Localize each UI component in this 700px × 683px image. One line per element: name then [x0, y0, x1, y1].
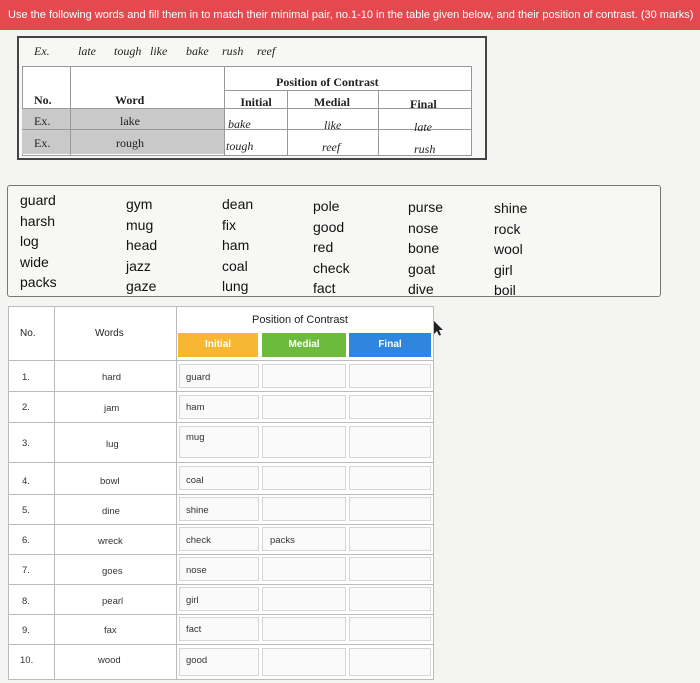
bank-word: good [313, 218, 345, 235]
example-row-initial: bake [228, 117, 251, 131]
bank-word: fact [313, 280, 336, 296]
row-number: 8. [22, 596, 30, 607]
initial-answer[interactable]: shine [186, 505, 209, 516]
header-initial: Initial [178, 333, 258, 357]
bank-word: gaze [126, 278, 157, 294]
row-word: lug [106, 439, 119, 450]
row-word: wood [98, 655, 121, 666]
medial-answer[interactable]: packs [270, 535, 295, 546]
word-bank-column [408, 197, 443, 300]
bank-word: mug [126, 216, 154, 233]
position-title: Position of Contrast [252, 314, 348, 326]
bank-word: girl [494, 261, 513, 278]
row-word: dine [102, 506, 120, 517]
example-word: late [78, 44, 96, 58]
initial-answer[interactable]: ham [186, 402, 205, 413]
row-number: 3. [22, 438, 30, 449]
example-word: reef [257, 44, 276, 58]
bank-word: jazz [126, 257, 151, 274]
example-row-no: Ex. [34, 136, 51, 150]
bank-word: rock [494, 220, 521, 237]
example-row-word: lake [120, 114, 140, 128]
word-bank [7, 185, 661, 297]
example-word: rush [222, 44, 244, 58]
bank-word: bone [408, 240, 440, 256]
row-number: 6. [22, 535, 30, 546]
bank-word: dive [408, 281, 434, 297]
example-word: bake [186, 44, 209, 58]
header-no: No. [20, 328, 36, 339]
example-row-final: rush [414, 142, 436, 156]
example-header-final: Final [410, 97, 437, 111]
row-number: 4. [22, 476, 30, 487]
example-word: tough [114, 44, 142, 58]
example-row-no: Ex. [34, 114, 51, 128]
initial-answer[interactable]: coal [186, 475, 204, 486]
initial-answer[interactable]: girl [186, 595, 199, 606]
bank-word: head [126, 237, 158, 253]
initial-answer[interactable]: fact [186, 624, 202, 635]
bank-word: goat [408, 260, 436, 277]
bank-word: coal [222, 257, 248, 274]
bank-word: red [313, 239, 334, 255]
bank-word: pole [313, 198, 340, 214]
row-number: 5. [22, 505, 30, 516]
bank-word: nose [408, 219, 439, 236]
word-bank-column [126, 194, 157, 297]
bank-word: log [20, 233, 39, 249]
initial-answer[interactable]: guard [186, 372, 211, 383]
header-final: Final [349, 333, 431, 357]
example-row-final: late [414, 120, 432, 134]
bank-word: dean [222, 196, 254, 212]
word-bank-column [494, 198, 527, 301]
word-bank-column [222, 194, 253, 297]
row-number: 1. [22, 372, 30, 383]
example-row-medial: like [324, 118, 342, 132]
word-bank-column [20, 190, 57, 293]
bank-word: wide [20, 253, 49, 270]
example-header-medial: Medial [314, 95, 350, 109]
bank-word: gym [126, 196, 153, 212]
initial-answer[interactable]: mug [186, 432, 205, 443]
example-label: Ex. [34, 44, 50, 58]
bank-word: boil [494, 282, 516, 298]
bank-word: purse [408, 199, 444, 215]
bank-word: shine [494, 200, 528, 216]
example-row-word: rough [116, 136, 144, 150]
row-word: jam [104, 403, 120, 414]
example-word: like [150, 44, 168, 58]
example-position-title: Position of Contrast [276, 75, 379, 89]
bank-word: packs [20, 274, 57, 290]
initial-answer[interactable]: check [186, 535, 211, 546]
row-word: fax [104, 625, 117, 636]
row-word: hard [102, 372, 122, 383]
header-medial: Medial [262, 333, 346, 357]
row-number: 9. [22, 625, 30, 636]
initial-answer[interactable]: good [186, 655, 208, 666]
row-number: 10. [20, 655, 34, 666]
row-word: wreck [98, 536, 123, 547]
word-bank-column [313, 196, 350, 299]
example-header-initial: Initial [240, 95, 272, 109]
bank-word: check [313, 259, 350, 276]
example-row-initial: tough [226, 139, 254, 153]
example-table [22, 66, 472, 156]
bank-word: fix [222, 216, 236, 233]
example-header-word: Word [115, 93, 145, 107]
instruction-banner: Use the following words and fill them in to match their minimal pair, no.1-10 in the table given below, and their position of contrast. (30 marks) [0, 0, 700, 30]
row-word: goes [102, 566, 123, 577]
initial-answer[interactable]: nose [186, 565, 207, 576]
header-words: Words [95, 328, 124, 339]
bank-word: harsh [20, 212, 56, 229]
bank-word: ham [222, 237, 250, 253]
bank-word: lung [222, 278, 249, 294]
row-word: pearl [102, 596, 124, 607]
example-row-medial: reef [322, 140, 341, 154]
row-number: 7. [22, 565, 30, 576]
row-number: 2. [22, 402, 30, 413]
bank-word: wool [494, 241, 523, 257]
example-header-no: No. [34, 93, 52, 107]
row-word: bowl [100, 476, 120, 487]
bank-word: guard [20, 192, 56, 208]
cursor-icon [432, 320, 446, 336]
